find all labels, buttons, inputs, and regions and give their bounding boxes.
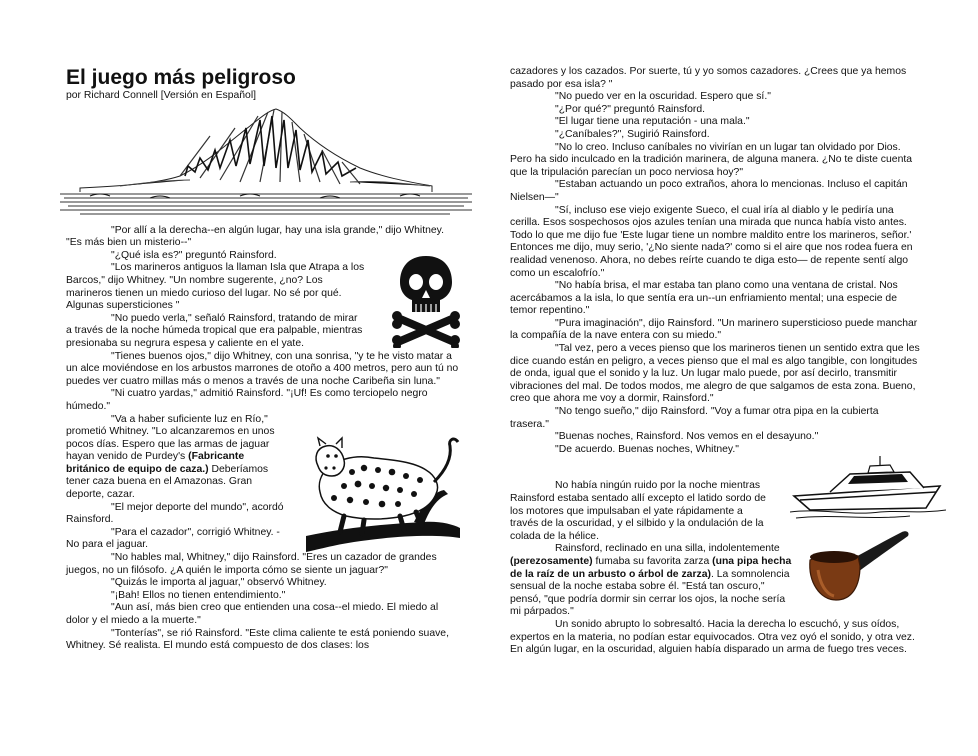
paragraph: "Estaban actuando un poco extraños, ahora lo mencionas. Incluso el capitán Nielsen—" (510, 179, 908, 203)
paragraph: "No puedo verla," señaló Rainsford, tratando de mirar a través de la noche húmeda tropical que era palpable, mientras presionaba su negrura espesa y caliente en el yate. (66, 312, 363, 349)
paragraph: "No tengo sueño," dijo Rainsford. "Voy a fumar otra pipa en la cubierta trasera." (510, 406, 879, 430)
paragraph: "Para el cazador", corrigió Whitney. - No para el jaguar. (66, 526, 280, 551)
paragraph-text: fumaba su favorita zarza (592, 555, 713, 567)
paragraph: "Tonterías", se rió Rainsford. "Este clima caliente te está poniendo suave, Whitney. Sé realista. El mundo está compuesto de dos clases: los (66, 627, 449, 652)
paragraph: "No puedo ver en la oscuridad. Espero que sí." (555, 91, 771, 103)
paragraph: "El lugar tiene una reputación - una mala." (555, 116, 750, 128)
paragraph-text: "Va a haber suficiente luz en Río," prometió Whitney. "Lo alcanzaremos en unos pocos días. Espero que las armas de jaguar hayan venido de Purdey's (66, 413, 275, 463)
paragraph: "¿Caníbales?", Sugirió Rainsford. (555, 128, 710, 140)
paragraph: "Pura imaginación", dijo Rainsford. "Un marinero supersticioso puede manchar la compañía de la nave entera con su miedo." (510, 317, 918, 342)
paragraph (66, 414, 284, 502)
paragraph: "Quizás le importa al jaguar," observó Whitney. (111, 577, 327, 589)
paragraph: "No lo creo. Incluso caníbales no vivirían en un lugar tan olvidado por Dios. Pero ha sido inculcado en la tradición marinera, de alguna manera. ¿No te diste cuenta que la tripulación parecían un poco nerviosa hoy?" (510, 141, 913, 178)
byline: por Richard Connell [Versión en Español] (66, 90, 257, 101)
illustration-spacer (66, 107, 462, 225)
note-bold: (Fabricante británico de equipo de caza.) (66, 451, 245, 475)
paragraph: Un sonido abrupto lo sobresaltó. Hacia la derecha lo escuchó, y sus oídos, expertos en la materia, no podían estar equivocados. Otra vez oyó el sonido, y otra vez. En algún lugar, en la oscuridad, alguien había disparado un arma de fuego tres veces. (510, 618, 915, 656)
paragraph: "¿Qué isla es?" preguntó Rainsford. (111, 249, 277, 261)
paragraph: "Tal vez, pero a veces pienso que los marineros tienen un sentido extra que les dice cuando están en peligro, a veces pienso que el mal es algo tangible, con longitudes de onda, igual que el sonido y la luz. Un lugar malo puede, por así decirlo, transmitir vibraciones del mal. De todos modos, me alegro de que salgamos de esta zona. Bueno, creo que ahora me voy a dormir, Rainsford." (510, 343, 920, 405)
paragraph: "No hables mal, Whitney," dijo Rainsford. "Eres un cazador de grandes juegos, no un filósofo. ¿A quién le importa cómo se siente un jaguar?" (66, 552, 437, 576)
paragraph: "Ni cuatro yardas," admitió Rainsford. "¡Uf! Es como terciopelo negro húmedo." (66, 388, 428, 412)
paragraph: "¡Bah! Ellos no tienen entendimiento." (111, 589, 286, 601)
paragraph-text: Rainsford, reclinado en una silla, indolentemente (555, 543, 780, 555)
paragraph: "De acuerdo. Buenas noches, Whitney." (555, 443, 739, 455)
section-gap (510, 456, 920, 480)
paragraph: cazadores y los cazados. Por suerte, tú y yo somos cazadores. ¿Crees que ya hemos pasado por esa isla? " (510, 66, 907, 90)
left-column (66, 66, 462, 653)
paragraph: No había ningún ruido por la noche mientras Rainsford estaba sentado allí excepto el latido sordo de los motores que impulsaban el yate rápidamente a través de la oscuridad, y el silbido y la ondulación de la colada de la hélice. (510, 480, 766, 542)
paragraph: "Sí, incluso ese viejo exigente Sueco, el cual iría al diablo y le pediría una cerilla. Esos sospechosos ojos azules tenían una mirada que nunca había visto antes. Todo lo que me dijo fue 'Este lugar tiene un nombre maldito entre los marineros, señor.' Entonces me dijo, muy serio, '¿No siente nada?' como si el aire que nos rodea fuera en realidad venenoso. Ahora, no debes reírte cuando te diga esto— de repente sentí algo como un escalofrío." (510, 204, 913, 279)
paragraph (510, 543, 792, 619)
paragraph: "No había brisa, el mar estaba tan plano como una ventana de cristal. Nos acercábamos a la isla, lo que sentía era un--un enfriamiento mental; una especie de temor repentino." (510, 280, 898, 317)
note-bold: (perezosamente) (510, 555, 593, 567)
paragraph-text: . La somnolencia sensual de la noche estaba sobre él. "Está tan oscuro," pensó, "que podría dormir sin cerrar los ojos, la noche sería mi párpados." (510, 568, 790, 618)
paragraph: "Tienes buenos ojos," dijo Whitney, con una sonrisa, "y te he visto matar a un alce moviéndose en los arbustos marrones de otoño a 400 metros, pero aun tú no puedes ver cuatro millas más o menos a través de una noche Caribeña sin luna." (66, 350, 459, 387)
note-bold: (una pipa hecha de la raíz de un arbusto o árbol de zarza) (510, 555, 792, 580)
paragraph: "¿Por qué?" preguntó Rainsford. (555, 103, 706, 115)
paragraph: "Aun así, más bien creo que entienden una cosa--el miedo. El miedo al dolor y el miedo a la muerte." (66, 602, 439, 626)
page-title: El juego más peligroso (66, 66, 296, 89)
paragraph: "Los marineros antiguos la llaman Isla que Atrapa a los Barcos," dijo Whitney. "Un nombre sugerente, ¿no? Los marineros tienen un miedo curioso del lugar. No sé por qué. Algunas supersticiones " (66, 262, 365, 312)
paragraph-text: Deberíamos tener caza buena en el Amazonas. Gran deporte, cazar. (66, 463, 269, 501)
paragraph: "Buenas noches, Rainsford. Nos vemos en el desayuno." (555, 431, 819, 443)
right-column (510, 66, 920, 657)
paragraph: "El mejor deporte del mundo", acordó Rainsford. (66, 501, 284, 526)
paragraph: "Por allí a la derecha--en algún lugar, hay una isla grande," dijo Whitney. "Es más bien un misterio--" (66, 224, 444, 249)
